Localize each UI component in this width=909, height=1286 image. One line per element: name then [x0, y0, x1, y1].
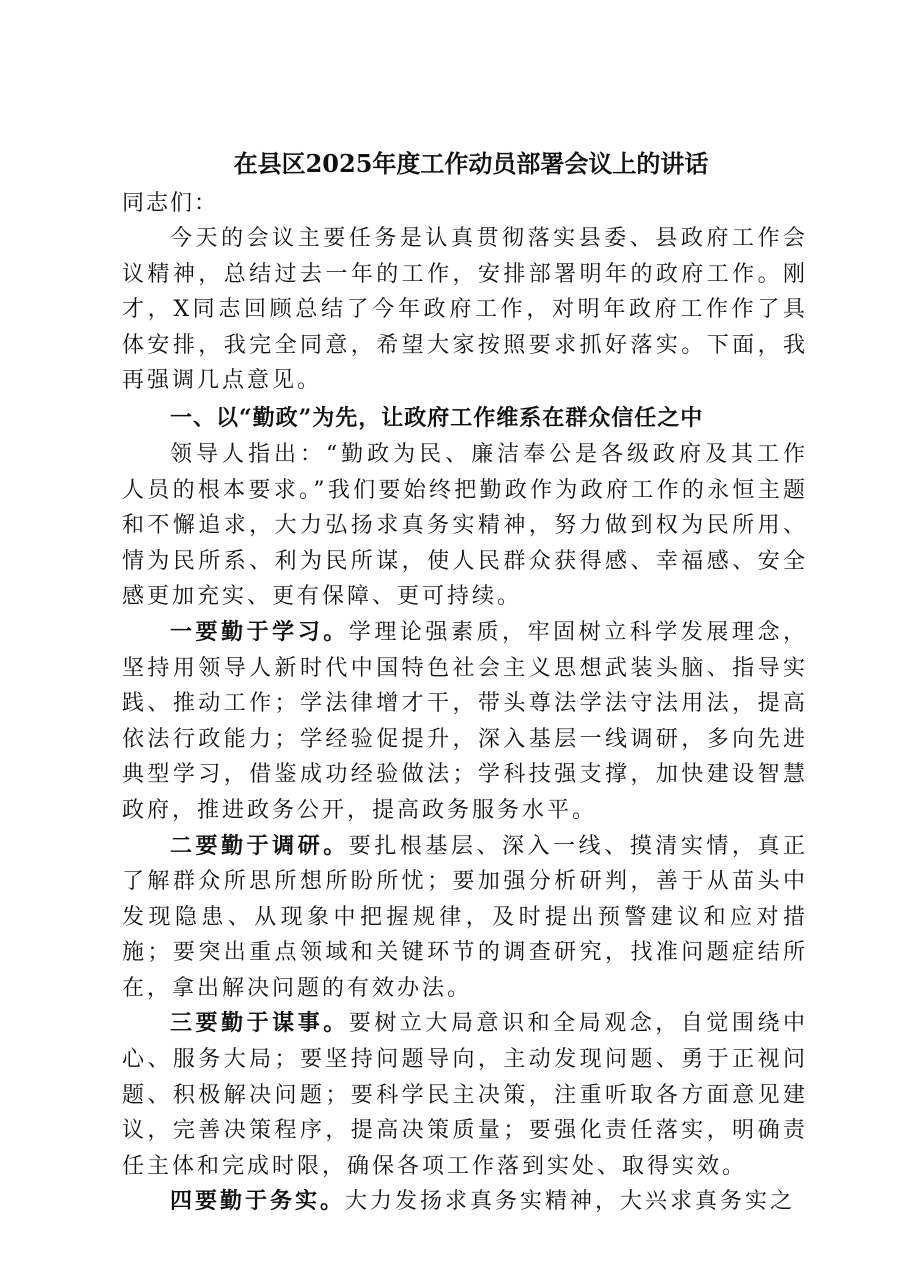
- point-paragraph-study: [122, 615, 808, 829]
- document-body: [122, 142, 808, 1220]
- document-title: 在县区2025年度工作动员部署会议上的讲话: [233, 149, 709, 178]
- point-lead: 二要勤于调研。: [170, 832, 349, 859]
- intro-paragraph: 今天的会议主要任务是认真贯彻落实县委、县政府工作会议精神，总结过去一年的工作，安排部署明年的政府工作。刚才，X同志回顾总结了今年政府工作，对明年政府工作作了具体安排，我完全同意，希望大家按照要求抓好落实。下面，我再强调几点意见。: [122, 226, 808, 394]
- section-heading: 一、以“勤政”为先，让政府工作维系在群众信任之中: [170, 404, 704, 431]
- salutation: 同志们：: [122, 191, 219, 216]
- section-paragraph: 领导人指出：“勤政为民、廉洁奉公是各级政府及其工作人员的根本要求。”我们要始终把勤政作为政府工作的永恒主题和不懈追求，大力弘扬求真务实精神，努力做到权为民所用、情为民所系、利为民所谋，使人民群众获得感、幸福感、安全感更加充实、更有保障、更可持续。: [122, 441, 808, 610]
- point-paragraph-planning: [122, 1006, 808, 1184]
- point-text: 要扎根基层、深入一线、摸清实情，真正了解群众所思所想所盼所忧；要加强分析研判，善于从苗头中发现隐患、从现象中把握规律，及时提出预警建议和应对措施；要突出重点领域和关键环节的调查研究，找准问题症结所在，拿出解决问题的有效办法。: [122, 833, 808, 1001]
- point-text: 学理论强素质，牢固树立科学发展理念，坚持用领导人新时代中国特色社会主义思想武装头脑、指导实践、推动工作；学法律增才干，带头尊法学法守法用法，提高依法行政能力；学经验促提升，深入基层一线调研，多向先进典型学习，借鉴成功经验做法；学科技强支撑，加快建设智慧政府，推进政务公开，提高政务服务水平。: [122, 619, 808, 823]
- point-lead: 一要勤于学习。: [170, 618, 349, 645]
- point-paragraph-research: [122, 829, 808, 1007]
- point-text: 要树立大局意识和全局观念，自觉围绕中心、服务大局；要坚持问题导向，主动发现问题、勇于正视问题、积极解决问题；要科学民主决策，注重听取各方面意见建议，完善决策程序，提高决策质量；要强化责任落实，明确责任主体和完成时限，确保各项工作落到实处、取得实效。: [122, 1011, 808, 1179]
- point-paragraph-practical: [122, 1184, 808, 1220]
- point-text: 大力发扬求真务实精神，大兴求真务实之: [345, 1189, 796, 1215]
- point-lead: 四要勤于务实。: [170, 1188, 346, 1215]
- point-lead: 三要勤于谋事。: [170, 1010, 349, 1037]
